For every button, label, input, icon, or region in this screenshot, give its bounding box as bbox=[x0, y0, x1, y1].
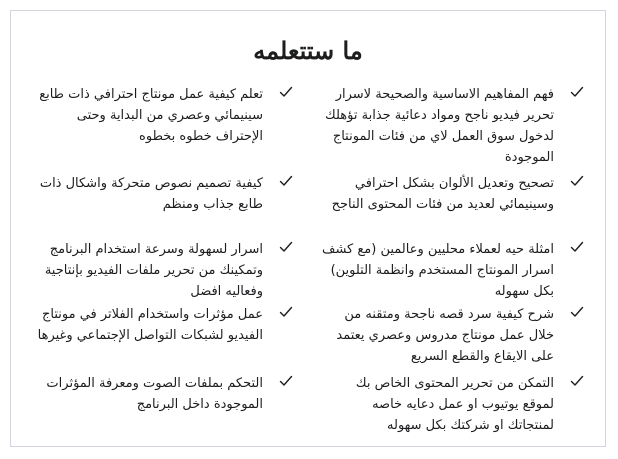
checkmark-icon bbox=[279, 240, 293, 254]
learn-item-text: فهم المفاهيم الاساسية والصحيحة لاسرار تحرير فيديو ناجح ومواد دعائية جذابة تؤهلك لدخول سوق العمل لاي من فئات المونتاج الموجودة bbox=[325, 87, 554, 165]
checkmark-icon bbox=[279, 305, 293, 319]
learn-item bbox=[31, 173, 293, 215]
learn-item bbox=[31, 239, 293, 302]
checkmark-icon bbox=[279, 374, 293, 388]
checkmark-icon bbox=[570, 240, 584, 254]
checkmark-icon bbox=[570, 85, 584, 99]
what-you-will-learn-card bbox=[10, 10, 606, 447]
learn-item-text: امثلة حيه لعملاء محليين وعالمين (مع كشف اسرار المونتاج المستخدم وانظمة التلوين) بكل سهوله bbox=[321, 242, 554, 299]
learn-item-text: كيفية تصميم نصوص متحركة واشكال ذات طابع جذاب ومنظم bbox=[39, 176, 263, 212]
learn-item bbox=[31, 84, 293, 147]
learn-item bbox=[322, 373, 584, 436]
checkmark-icon bbox=[279, 85, 293, 99]
learn-item bbox=[322, 173, 584, 215]
checkmark-icon bbox=[279, 174, 293, 188]
learn-item bbox=[31, 304, 293, 346]
learn-item bbox=[322, 239, 584, 302]
learn-item-text: التحكم بملفات الصوت ومعرفة المؤثرات الموجودة داخل البرنامج bbox=[46, 376, 263, 412]
learn-item bbox=[31, 373, 293, 415]
learn-item-text: اسرار لسهولة وسرعة استخدام البرنامج وتمكينك من تحرير ملفات الفيديو بإنتاجية وفعاليه افضل bbox=[44, 242, 263, 299]
section-title: ما ستتعلمه bbox=[253, 36, 363, 65]
learn-item-text: تصحيح وتعديل الألوان بشكل احترافي وسينيمائي لعديد من فئات المحتوى الناجح bbox=[331, 176, 554, 212]
learn-item-text: عمل مؤثرات واستخدام الفلاتر في مونتاج الفيديو لشبكات التواصل الإجتماعي وغيرها bbox=[37, 307, 263, 343]
checkmark-icon bbox=[570, 174, 584, 188]
learn-item-text: شرح كيفية سرد قصه ناجحة ومتقنه من خلال عمل مونتاج مدروس وعصري يعتمد على الايقاع والقطع السريع bbox=[336, 307, 554, 364]
checkmark-icon bbox=[570, 305, 584, 319]
learn-item-text: التمكن من تحرير المحتوى الخاص بك لموقع يوتيوب او عمل دعايه خاصه لمنتجاتك او شركتك بكل سهوله bbox=[355, 376, 554, 433]
learn-item-text: تعلم كيفية عمل مونتاج احترافي ذات طابع سينيمائي وعصري من البداية وحتى الإحتراف خطوه بخطوه bbox=[39, 87, 263, 144]
learn-item bbox=[322, 84, 584, 168]
checkmark-icon bbox=[570, 374, 584, 388]
learn-item bbox=[322, 304, 584, 367]
